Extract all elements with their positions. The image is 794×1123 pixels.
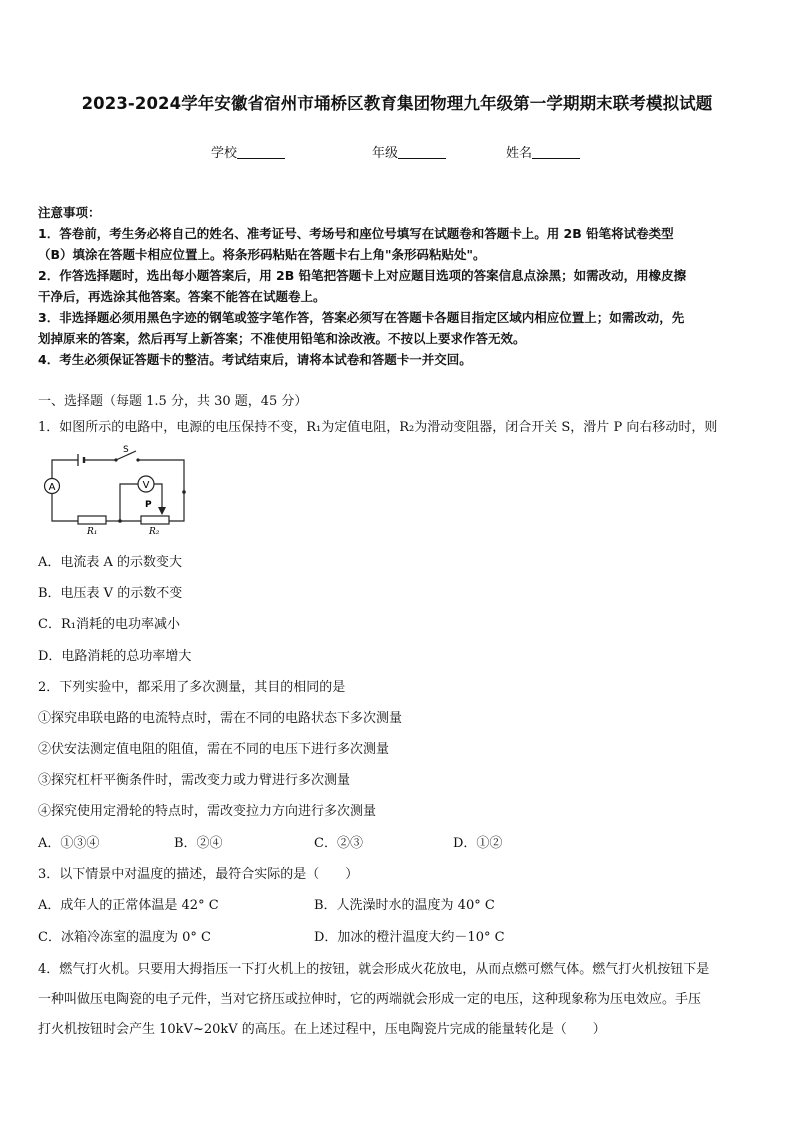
notice-line: 1．答卷前，考生务必将自己的姓名、准考证号、考场号和座位号填写在试题卷和答题卡上。用 2B 铅笔将试卷类型 <box>38 226 674 241</box>
q2-option-d: D．①② <box>453 836 503 851</box>
q1-stem: 1．如图所示的电路中，电源的电压保持不变，R₁为定值电阻，R₂为滑动变阻器，闭合开关 S，滑片 P 向右移动时，则 <box>38 420 718 435</box>
q2-option-c: C．②③ <box>314 836 363 851</box>
q4-line: 4．燃气打火机。只要用大拇指压一下打火机上的按钮，就会形成火花放电，从而点燃可燃气体。燃气打火机按钮下是 <box>38 962 710 977</box>
q3-option-d: D．加冰的橙汁温度大约－10° C <box>314 930 505 945</box>
q4-line: 打火机按钮时会产生 10kV~20kV 的高压。在上述过程中，压电陶瓷片完成的能量转化是（ ） <box>38 1022 606 1037</box>
notice-line: 4．考生必须保证答题卡的整洁。考试结束后，请将本试卷和答题卡一并交回。 <box>38 352 472 367</box>
grade-label: 年级 <box>372 146 399 161</box>
q2-statement: ②伏安法测定值电阻的阻值，需在不同的电压下进行多次测量 <box>38 742 390 757</box>
q3-option-c: C．冰箱冷冻室的温度为 0° C <box>38 930 211 945</box>
q1-option-d: D．电路消耗的总功率增大 <box>38 649 192 664</box>
exam-title: 2023-2024学年安徽省宿州市埇桥区教育集团物理九年级第一学期期末联考模拟试题 <box>81 94 713 113</box>
q1-option-c: C．R₁消耗的电功率减小 <box>38 617 180 632</box>
grade-field <box>372 142 446 161</box>
name-field <box>506 142 580 161</box>
notice-line: 3．非选择题必须用黑色字迹的钢笔或签字笔作答，答案必须写在答题卡各题目指定区域内相应位置上；如需改动，先 <box>38 310 685 325</box>
q2-statement: ①探究串联电路的电流特点时，需在不同的电路状态下多次测量 <box>38 711 403 726</box>
r2-label: R₂ <box>149 527 160 537</box>
q1-option-a: A．电流表 A 的示数变大 <box>38 555 183 570</box>
school-label: 学校 <box>211 146 238 161</box>
q2-statement: ③探究杠杆平衡条件时，需改变力或力臂进行多次测量 <box>38 773 351 788</box>
notice-line: （B）填涂在答题卡相应位置上。将条形码粘贴在答题卡右上角"条形码粘贴处"。 <box>38 247 486 262</box>
grade-blank <box>398 146 446 159</box>
q2-option-a: A．①③④ <box>38 836 100 851</box>
school-blank <box>237 146 285 159</box>
q2-statement: ④探究使用定滑轮的特点时，需改变拉力方向进行多次测量 <box>38 804 377 819</box>
q2-stem: 2．下列实验中，都采用了多次测量，其目的相同的是 <box>38 680 346 695</box>
notice-line: 2．作答选择题时，选出每小题答案后，用 2B 铅笔把答题卡上对应题目选项的答案信息点涂黑；如需改动，用橡皮擦 <box>38 268 687 283</box>
school-field <box>211 142 285 161</box>
notice-line: 干净后，再选涂其他答案。答案不能答在试题卷上。 <box>38 289 326 304</box>
q1-option-b: B．电压表 V 的示数不变 <box>38 586 183 601</box>
name-label: 姓名 <box>506 146 533 161</box>
q2-option-b: B．②④ <box>174 836 223 851</box>
switch-label: S <box>123 445 129 455</box>
q3-option-a: A．成年人的正常体温是 42° C <box>38 898 219 913</box>
q4-line: 一种叫做压电陶瓷的电子元件，当对它挤压或拉伸时，它的两端就会形成一定的电压，这种现象称为压电效应。手压 <box>38 992 702 1007</box>
r1-label: R₁ <box>87 527 98 537</box>
q3-option-b: B．人洗澡时水的温度为 40° C <box>314 898 495 913</box>
notice-heading: 注意事项： <box>38 205 101 220</box>
notice-line: 划掉原来的答案，然后再写上新答案；不准使用铅笔和涂改液。不按以上要求作答无效。 <box>38 331 526 346</box>
slider-label: P <box>145 500 152 510</box>
circuit-diagram <box>38 443 198 538</box>
voltmeter-label: V <box>142 480 150 491</box>
section-heading: 一、选择题（每题 1.5 分，共 30 题，45 分） <box>38 394 308 409</box>
name-blank <box>532 146 580 159</box>
ammeter-label: A <box>48 482 56 493</box>
q3-stem: 3．以下情景中对温度的描述，最符合实际的是（ ） <box>38 867 359 882</box>
